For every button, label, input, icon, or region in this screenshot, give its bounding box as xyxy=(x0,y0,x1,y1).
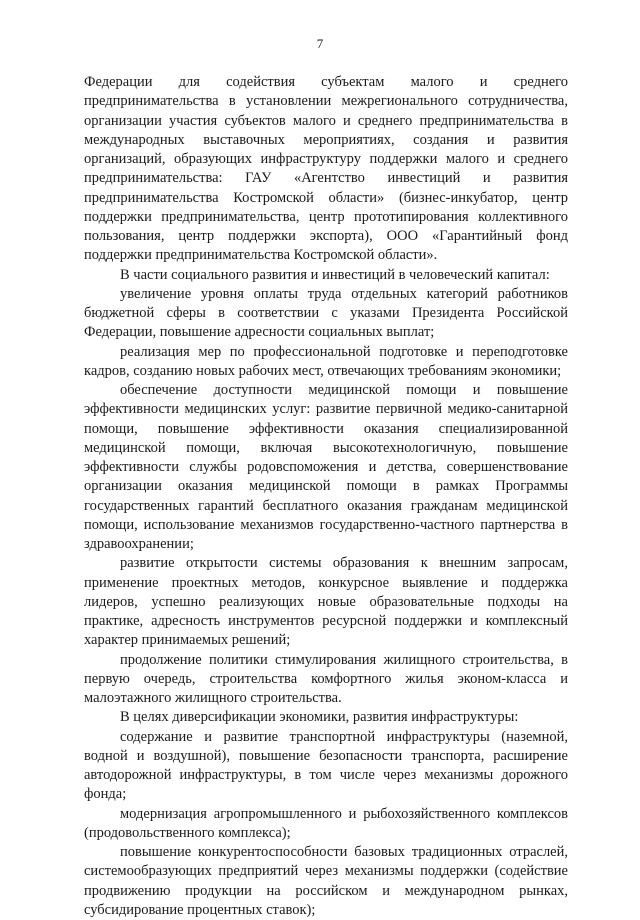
paragraph-10: модернизация агропромышленного и рыбохозяйственного комплексов (продовольственного комплекса); xyxy=(84,805,568,841)
paragraph-6: развитие открытости системы образования к внешним запросам, применение проектных методов, конкурсное выявление и поддержка лидеров, успешно реализующих новые образовательные подходы на практике, адресность инструментов ресурсной поддержки и комплексный характер принимаемых решений; xyxy=(84,555,568,649)
paragraph-2: В части социального развития и инвестиций в человеческий капитал: xyxy=(120,266,550,283)
document-body xyxy=(84,73,568,920)
paragraph-1: Федерации для содействия субъектам малого и среднего предпринимательства в установлении межрегионального сотрудничества, организации участия субъектов малого и среднего предпринимательства в международных выставочных мероприятиях, создания и развития организаций, образующих инфраструктуру поддержки малого и среднего предпринимательства: ГАУ «Агентство инвестиций и развития предпринимательства Костромской области» (бизнес-инкубатор, центр поддержки предпринимательства, центр прототипирования коллективного пользования, центр поддержки экспорта), ООО «Гарантийный фонд поддержки предпринимательства Костромской области». xyxy=(84,74,568,264)
page-number: 7 xyxy=(316,36,324,51)
paragraph-5: обеспечение доступности медицинской помощи и повышение эффективности медицинских услуг: развитие первичной медико-санитарной помощи, повышение эффективности оказания специализированной медицинской помощи, включая высокотехнологичную, повышение эффективности службы родовспоможения и детства, совершенствование организации оказания медицинской помощи в рамках Программы государственных гарантий бесплатного оказания гражданам медицинской помощи, использование механизмов государственно-частного партнерства в здравоохранении; xyxy=(84,382,568,552)
paragraph-9: содержание и развитие транспортной инфраструктуры (наземной, водной и воздушной), повышение безопасности транспорта, расширение автодорожной инфраструктуры, в том числе через механизмы дорожного фонда; xyxy=(84,728,568,803)
paragraph-11: повышение конкурентоспособности базовых традиционных отраслей, системообразующих предприятий через механизмы поддержки (содействие продвижению продукции на российском и международном рынках, субсидирование процентных ставок); xyxy=(84,844,568,918)
paragraph-8: В целях диверсификации экономики, развития инфраструктуры: xyxy=(120,709,519,726)
paragraph-4: реализация мер по профессиональной подготовке и переподготовке кадров, созданию новых рабочих мест, отвечающих требованиям экономики; xyxy=(84,343,568,379)
paragraph-7: продолжение политики стимулирования жилищного строительства, в первую очередь, строительства комфортного жилья эконом-класса и малоэтажного жилищного строительства. xyxy=(84,651,568,706)
paragraph-3: увеличение уровня оплаты труда отдельных категорий работников бюджетной сферы в соответствии с указами Президента Российской Федерации, повышение адресности социальных выплат; xyxy=(84,285,568,341)
